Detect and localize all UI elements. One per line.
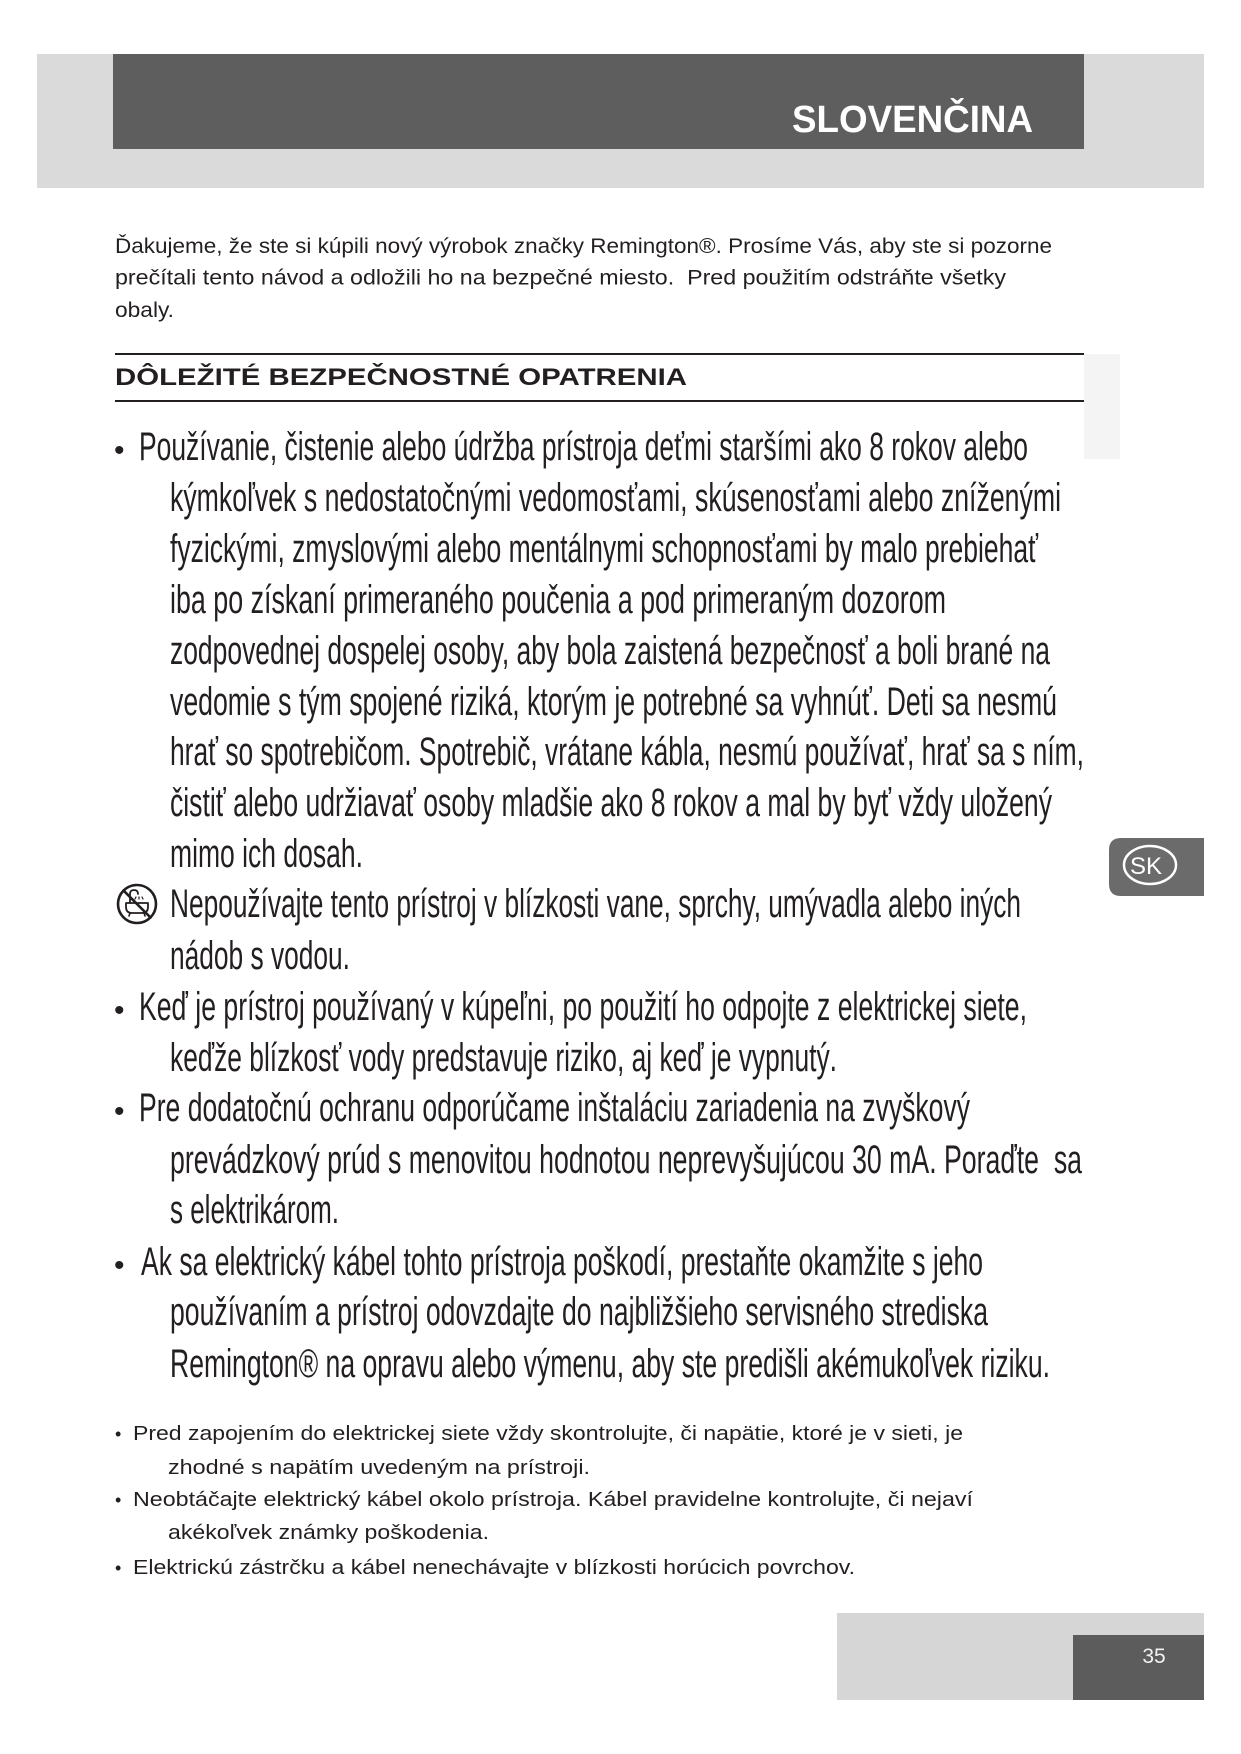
warning-line: Remington® na opravu alebo výmenu, aby ste predišli akémukoľvek riziku.	[170, 1342, 1050, 1386]
warning-line: kýmkoľvek s nedostatočnými vedomosťami, skúsenosťami alebo zníženými	[170, 476, 1061, 520]
warning-line: iba po získaní primeraného poučenia a pod primeraným dozorom	[170, 578, 946, 622]
bullet-marker: •	[114, 994, 125, 1027]
note-line: Neobtáčajte elektrický kábel okolo prístroja. Kábel pravidelne kontrolujte, či nejaví	[133, 1488, 974, 1511]
warning-line: vedomie s tým spojené riziká, ktorým je potrebné sa vyhnúť. Deti sa nesmú	[170, 680, 1057, 724]
warning-item	[114, 985, 1027, 1080]
warning-line: Nepoužívajte tento prístroj v blízkosti vane, sprchy, umývadla alebo iných	[170, 882, 1021, 926]
language-tab-label: SK	[1129, 853, 1163, 880]
page-number-box	[1073, 1635, 1204, 1700]
warning-line: používaním a prístroj odovzdajte do najbližšieho servisného strediska	[170, 1290, 989, 1334]
warning-line: mimo ich dosah.	[170, 832, 363, 876]
note-line: Elektrickú zástrčku a kábel nenechávajte v blízkosti horúcich povrchov.	[133, 1556, 855, 1579]
language-title: SLOVENČINA	[792, 99, 1042, 141]
page-number: 35	[1142, 1645, 1166, 1668]
section-title: DÔLEŽITÉ BEZPEČNOSTNÉ OPATRENIA	[115, 364, 583, 391]
bullet-marker: •	[115, 1424, 122, 1444]
bullet-marker: •	[114, 434, 125, 467]
warning-line: Ak sa elektrický kábel tohto prístroja poškodí, prestaňte okamžite s jeho	[141, 1240, 983, 1284]
heading-shade	[1084, 354, 1120, 459]
note-item	[115, 1556, 855, 1579]
note-item	[115, 1488, 973, 1544]
bullet-marker: •	[115, 1558, 122, 1578]
warning-item	[114, 425, 1084, 876]
warning-line: fyzickými, zmyslovými alebo mentálnymi schopnosťami by malo prebiehať	[170, 527, 1039, 571]
bullet-marker: •	[115, 1490, 122, 1510]
intro-paragraph	[115, 235, 1052, 322]
warning-line: Keď je prístroj používaný v kúpeľni, po použití ho odpojte z elektrickej siete,	[139, 985, 1027, 1029]
warning-line: keďže blízkosť vody predstavuje riziko, aj keď je vypnutý.	[170, 1036, 837, 1080]
warning-line: s elektrikárom.	[170, 1188, 339, 1232]
bullet-marker: •	[114, 1249, 125, 1282]
note-line: Pred zapojením do elektrickej siete vždy skontrolujte, či napätie, ktoré je v sieti, je	[133, 1422, 963, 1445]
language-tab	[1109, 838, 1204, 896]
page-header	[37, 54, 1204, 188]
warning-item	[114, 1086, 1082, 1232]
warning-line: Pre dodatočnú ochranu odporúčame inštaláciu zariadenia na zvyškový	[139, 1086, 970, 1130]
warning-item	[118, 882, 1021, 978]
warning-line: zodpovednej dospelej osoby, aby bola zaistená bezpečnosť a boli brané na	[170, 629, 1051, 673]
page-footer	[837, 1613, 1204, 1700]
note-item	[115, 1422, 963, 1479]
intro-line: prečítali tento návod a odložili ho na bezpečné miesto. Pred použitím odstráňte všetky	[115, 266, 1007, 290]
note-line: akékoľvek známky poškodenia.	[168, 1521, 489, 1544]
warning-line: čistiť alebo udržiavať osoby mladšie ako 8 rokov a mal by byť vždy uložený	[170, 781, 1052, 825]
no-bath-icon	[118, 885, 156, 923]
warning-line: hrať so spotrebičom. Spotrebič, vrátane kábla, nesmú používať, hrať sa s ním,	[170, 730, 1084, 774]
intro-line: obaly.	[115, 299, 174, 322]
warning-item	[114, 1240, 1050, 1386]
warning-line: nádob s vodou.	[170, 934, 350, 978]
bullet-marker: •	[114, 1095, 125, 1128]
note-line: zhodné s napätím uvedeným na prístroji.	[168, 1456, 590, 1479]
warning-line: Používanie, čistenie alebo údržba prístroja deťmi staršími ako 8 rokov alebo	[139, 425, 1028, 469]
intro-line: Ďakujeme, že ste si kúpili nový výrobok značky Remington®. Prosíme Vás, aby ste si pozorne	[115, 235, 1052, 258]
warning-line: prevádzkový prúd s menovitou hodnotou neprevyšujúcou 30 mA. Poraďte sa	[170, 1138, 1083, 1182]
